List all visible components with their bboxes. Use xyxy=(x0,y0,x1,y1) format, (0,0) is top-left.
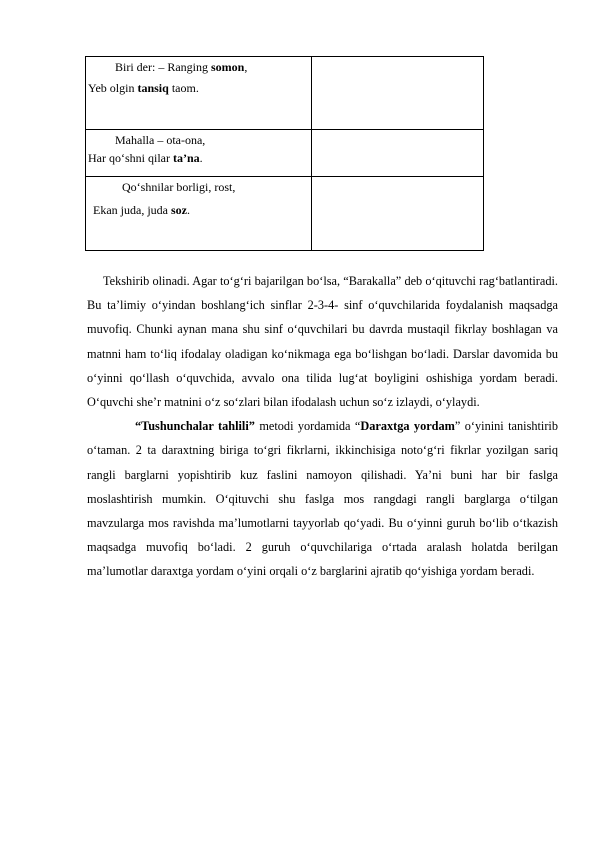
paragraph-text: metodi yordamida “ xyxy=(254,419,361,434)
riddle-text: Ekan juda, juda xyxy=(93,203,171,217)
paragraph: Tekshirib olinadi. Agar to‘g‘ri bajarilgan bo‘lsa, “Barakalla” deb o‘qituvchi rag‘batlantiradi. Bu ta’limiy o‘yindan boshlang‘ich sinflar 2-3-4- sinf o‘quvchilarida foydalanish maqsadga muvofiq. Chunki aynan mana shu sinf o‘quvchilari bu davrda mustaqil fikrlay boshlagan va matnni ham to‘liq ifodalay oladigan ko‘nikmaga ega bo‘lishgan bo‘ladi. Darslar davomida bu o‘yinni qo‘llash o‘quvchida, avvalo ona tilida lug‘at boyligini oshishiga yordam beradi. O‘quvchi she’r matnini o‘z so‘zlari bilan ifodalash uchun so‘z izlaydi, o‘ylaydi. xyxy=(87,274,558,410)
riddle-line xyxy=(86,57,311,78)
riddle-bold-word: tansiq xyxy=(137,81,169,95)
riddle-cell xyxy=(86,57,312,130)
method-name: “Tushunchalar tahlili” xyxy=(135,419,255,434)
paragraph-text: ” o‘yinini tanishtirib o‘taman. 2 ta daraxtning biriga to‘gri fikrlarni, ikkinchisiga noto‘g‘ri fikrlar yozilgan sariq rangli barglarni yopishtirib kuz faslini namoyon qilishadi. Ya’ni buni har bir faslga moslashtirish mumkin. O‘qituvchi shu faslga mos rangdagi rangli barglarga o‘tilgan mavzularga mos ravishda ma’lumotlarni tayyorlab qo‘yadi. Bu o‘yinni guruh bo‘lib o‘tkazish maqsadga muvofiq bo‘ladi. 2 guruh o‘quvchilariga o‘rtada aralash holatda berilgan ma’lumotlar daraxtga yordam o‘yini orqali o‘z barglarini ajratib qo‘yishiga yordam beradi. xyxy=(87,419,558,579)
riddle-text: Yeb olgin xyxy=(88,81,138,95)
riddle-text: Biri der: – Ranging xyxy=(115,60,211,74)
riddle-text: Mahalla – ota-ona, xyxy=(115,133,206,147)
riddle-text: . xyxy=(186,203,190,217)
empty-cell xyxy=(312,130,484,177)
table-row xyxy=(86,130,484,177)
empty-cell xyxy=(312,57,484,130)
riddles-table xyxy=(85,56,484,251)
paragraph xyxy=(87,414,558,583)
riddle-bold-word: somon xyxy=(211,60,245,74)
riddle-text: . xyxy=(199,151,203,165)
table-row xyxy=(86,177,484,251)
riddle-line xyxy=(86,200,311,221)
riddle-text: Har qo‘shni qilar xyxy=(88,151,173,165)
game-name: Daraxtga yordam xyxy=(360,419,455,434)
riddle-line xyxy=(86,177,311,198)
riddle-cell xyxy=(86,177,312,251)
riddle-line xyxy=(86,148,311,169)
empty-cell xyxy=(312,177,484,251)
riddle-bold-word: ta’na xyxy=(172,151,200,165)
riddle-text: Qo‘shnilar borligi, rost, xyxy=(122,180,236,194)
riddle-text: , xyxy=(244,60,248,74)
riddle-line xyxy=(86,78,311,99)
riddle-cell xyxy=(86,130,312,177)
body-text xyxy=(87,269,558,584)
riddle-text: taom. xyxy=(168,81,199,95)
table-row xyxy=(86,57,484,130)
riddle-bold-word: soz xyxy=(170,203,187,217)
